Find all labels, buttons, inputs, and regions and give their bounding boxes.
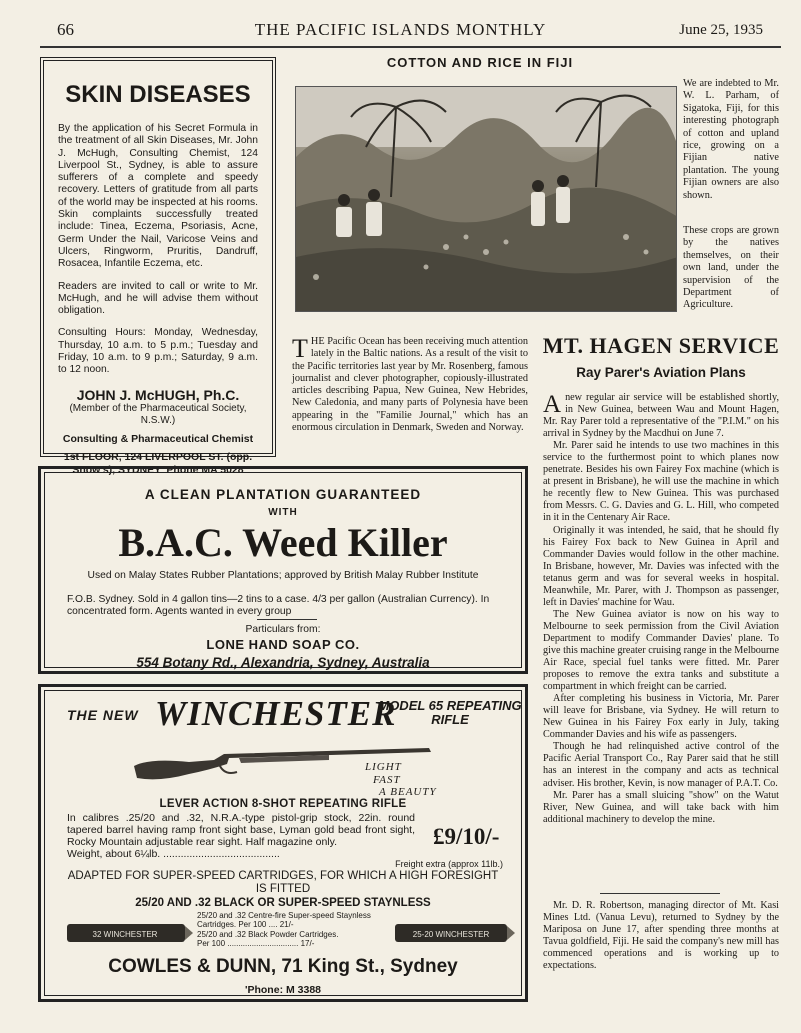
drop-cap: T <box>292 334 308 363</box>
win-cartridge-prices <box>197 911 387 949</box>
win-brand: WINCHESTER <box>155 694 397 733</box>
plantation-illustration <box>296 87 677 312</box>
article-paragraph: Mr. Parer has a small sluicing "show" on the Watut River, New Guinea, and will take back with him additional machinery to develop the mine. <box>543 789 779 825</box>
issue-date: June 25, 1935 <box>679 22 763 38</box>
plantation-photo <box>295 86 677 312</box>
page-number: 66 <box>57 20 74 39</box>
ad-inner-frame <box>44 690 522 996</box>
photo-caption-continued: These crops are grown by the natives themselves, on their own land, under the supervision of the Department of Agriculture. <box>683 225 779 311</box>
skin-ad-name: JOHN J. McHUGH, Ph.C. <box>76 386 240 403</box>
win-lever-action: LEVER ACTION 8-SHOT REPEATING RIFLE <box>159 798 407 810</box>
cotton-title: COTTON AND RICE IN FIJI <box>386 55 574 70</box>
baltic-article <box>292 336 528 434</box>
article-paragraph: Mr. Parer said he intends to use two machines in this service to the furthermost point to which planes now penetrate. Besides his own Fairey Fox machine (which is at present in Brisbane), he will use the machine in which he recently flew to New Guinea. This was purchased from Messrs. C. G. Davies and G. L. Hill, who competed in it in the Centenary Air Race. <box>543 440 779 524</box>
weed-ad-company: LONE HAND SOAP CO. <box>206 637 360 652</box>
cartridge-label: 25-20 WINCHESTER <box>412 930 490 939</box>
cartridge-label: 32 WINCHESTER <box>92 930 158 939</box>
photo-caption: We are indebted to Mr. W. L. Parham, of Sigatoka, Fiji, for this interesting photograph of cotton and upland rice, growing on a Fijian native plantation. The young Fijian owners are also shown. <box>683 78 779 201</box>
weed-ad-headline: A CLEAN PLANTATION GUARANTEED <box>144 487 422 502</box>
baltic-text: HE Pacific Ocean has been receiving much attention lately in the Baltic nations. As a result of the visit to the Pacific territories last year by Mr. Rosenberg, famous journalist and clever photographer, copiously-illustrated articles describing Papua, New Guinea, New Hebrides, New Caledonia, and many parts of Polynesia have been appearing in the "Familie Journal," which has an enormous circulation in Denmark, Sweden and Norway. <box>292 336 528 434</box>
weed-ad-used: Used on Malay States Rubber Plantations; approved by British Malay Rubber Institute <box>87 570 479 581</box>
robertson-note: Mr. D. R. Robertson, managing director of Mt. Kasi Mines Ltd. (Vanua Levu), returned to Sydney by the Mariposa on June 17, after spending three months at Tavua goldfield, Fiji. He said the company's new mill has commenced operations and is working up to expectations. <box>543 900 779 972</box>
win-the-new: THE NEW <box>67 707 139 723</box>
weed-killer-ad <box>38 466 528 674</box>
weed-ad-address: 554 Botany Rd., Alexandria, Sydney, Australia <box>136 655 430 670</box>
win-freight: Freight extra (approx 11lb.) <box>395 859 503 869</box>
cartridge-box-icon <box>393 921 517 945</box>
page-header <box>0 0 801 44</box>
skin-ad-role: Consulting & Pharmaceutical Chemist <box>62 432 254 445</box>
slogan-fast: FAST <box>373 773 401 786</box>
weed-ad-particulars: Particulars from: <box>245 624 321 635</box>
weed-ad-divider <box>257 619 317 620</box>
cartridge-box-icon <box>65 921 195 945</box>
cartridge-price-line: 25/20 and .32 Centre-fire Super-speed Staynless Cartridges. Per 100 .... 21/- <box>197 911 371 930</box>
slogan-beauty: A BEAUTY <box>379 786 437 798</box>
ad-inner-frame <box>44 472 522 668</box>
skin-ad-title: SKIN DISEASES <box>65 81 251 108</box>
cartridge-price-line: Per 100 ................................ 17/- <box>197 939 315 949</box>
win-cartridge-heading: 25/20 AND .32 BLACK OR SUPER-SPEED STAYNLESS <box>135 897 431 909</box>
article-headline: MT. HAGEN SERVICE <box>542 333 780 358</box>
article-paragraph: Originally it was intended, he said, that he should fly his Fairey Fox back to New Guinea in April and Commander Davies would follow in the other machine. In Brisbane, however, Mr. Davies was infected with the tetanus germ and was for several weeks in hospital. Meanwhile, Mr. Parer, with J. Thompson as passenger, left in Davies' machine for Wau. <box>543 524 779 608</box>
masthead: THE PACIFIC ISLANDS MONTHLY <box>254 20 547 39</box>
win-price: £9/10/- <box>433 824 500 849</box>
article-subheadline: Ray Parer's Aviation Plans <box>576 365 746 380</box>
skin-ad-address: 1st FLOOR, 124 LIVERPOOL ST. (opp. Snow's), SYDNEY 'Phone MA 5028 <box>63 451 253 476</box>
win-dealer: COWLES & DUNN, 71 King St., Sydney <box>108 956 458 977</box>
weed-ad-terms: F.O.B. Sydney. Sold in 4 gallon tins—2 tins to a case. 4/3 per gallon (Australian Currency). In concentrated form. Agents wanted in every group <box>67 594 490 617</box>
section-divider <box>600 893 720 894</box>
paragraph-text: new regular air service will be established shortly, in New Guinea, between Wau and Mount Hagen, Mr. Ray Parer told a representative of the "P.I.M." on his arrival in Sydney by the Macdhui on June 7. <box>543 392 779 440</box>
skin-ad-member: (Member of the Pharmaceutical Society, N.S.W.) <box>69 402 247 426</box>
win-model: MODEL 65 REPEATING RIFLE <box>378 698 522 727</box>
cartridge-price-line: 25/20 and .32 Black Powder Cartridges. <box>197 929 339 939</box>
win-weight: Weight, about 6¼lb. ........................................ <box>67 848 280 860</box>
article-paragraph: Though he had relinquished active control of the Pacific Aerial Transport Co., Ray Parer said that he still has an interest in the company and acts as technical adviser. His brother, Kevin, is now manager of P.A.T. Co. <box>543 741 779 789</box>
drop-cap: A <box>543 391 562 418</box>
skin-diseases-ad <box>40 57 276 476</box>
header-rule <box>40 46 781 48</box>
weed-ad-with: WITH <box>268 507 298 518</box>
win-slogan <box>365 761 465 799</box>
weed-ad-product: B.A.C. Weed Killer <box>118 520 448 565</box>
article-paragraph: The New Guinea aviator is now on his way to Melbourne to seek permission from the Civil Aviation Department to modify Commander Davies' plane. To give this machine greater cruising range in the Melbourne Air Race, special fuel tanks were fitted. Mr. Parer proposes to remove the extra tanks and substitute a compartment in which freight can be carried. <box>543 608 779 693</box>
article-paragraph <box>543 392 779 440</box>
slogan-light: LIGHT <box>365 761 402 773</box>
skin-ad-paragraph: Readers are invited to call or write to Mr. McHugh, and he will advise them without obligation. <box>58 280 258 317</box>
win-adapted: ADAPTED FOR SUPER-SPEED CARTRIDGES, FOR WHICH A HIGH FORESIGHT IS FITTED <box>67 870 499 895</box>
article-body <box>543 392 779 826</box>
win-phone: 'Phone: M 3388 <box>244 984 322 996</box>
article-paragraph: After completing his business in Victoria, Mr. Parer will leave for Brisbane, via Sydney. He will return to New Guinea in his Fairey Fox early in July, taking Commander Davies and his wife as passengers. <box>543 693 779 741</box>
skin-ad-paragraph: By the application of his Secret Formula in the treatment of all Skin Diseases, Mr. John J. McHugh, Consulting Chemist, 124 Liverpool St., Sydney, is able to assure sufferers of a complete and speedy recovery. Letters of gratitude from all parts of the world may be inspected at his rooms. Skin complaints successfully treated include: Tinea, Eczema, Psoriasis, Acne, Germ Under the Nail, Varicose Veins and Ulcers, Ringworm, Pruritis, Dandruff, Rosacea, Infantile Eczema, etc. <box>58 123 258 270</box>
win-specs: In calibres .25/20 and .32, N.R.A.-type pistol-grip stock, 22in. round tapered barrel having ramp front sight base, Lyman gold bead front sight, Rocky Mountain adjustable rear sight. Half magazine only. <box>67 812 415 849</box>
winchester-ad <box>38 684 528 1002</box>
skin-ad-paragraph: Consulting Hours: Monday, Wednesday, Thursday, 10 a.m. to 5 p.m.; Tuesday and Friday, 10 a.m. to 9 p.m.; Saturday, 9 a.m. to 12 noon. <box>58 327 258 376</box>
